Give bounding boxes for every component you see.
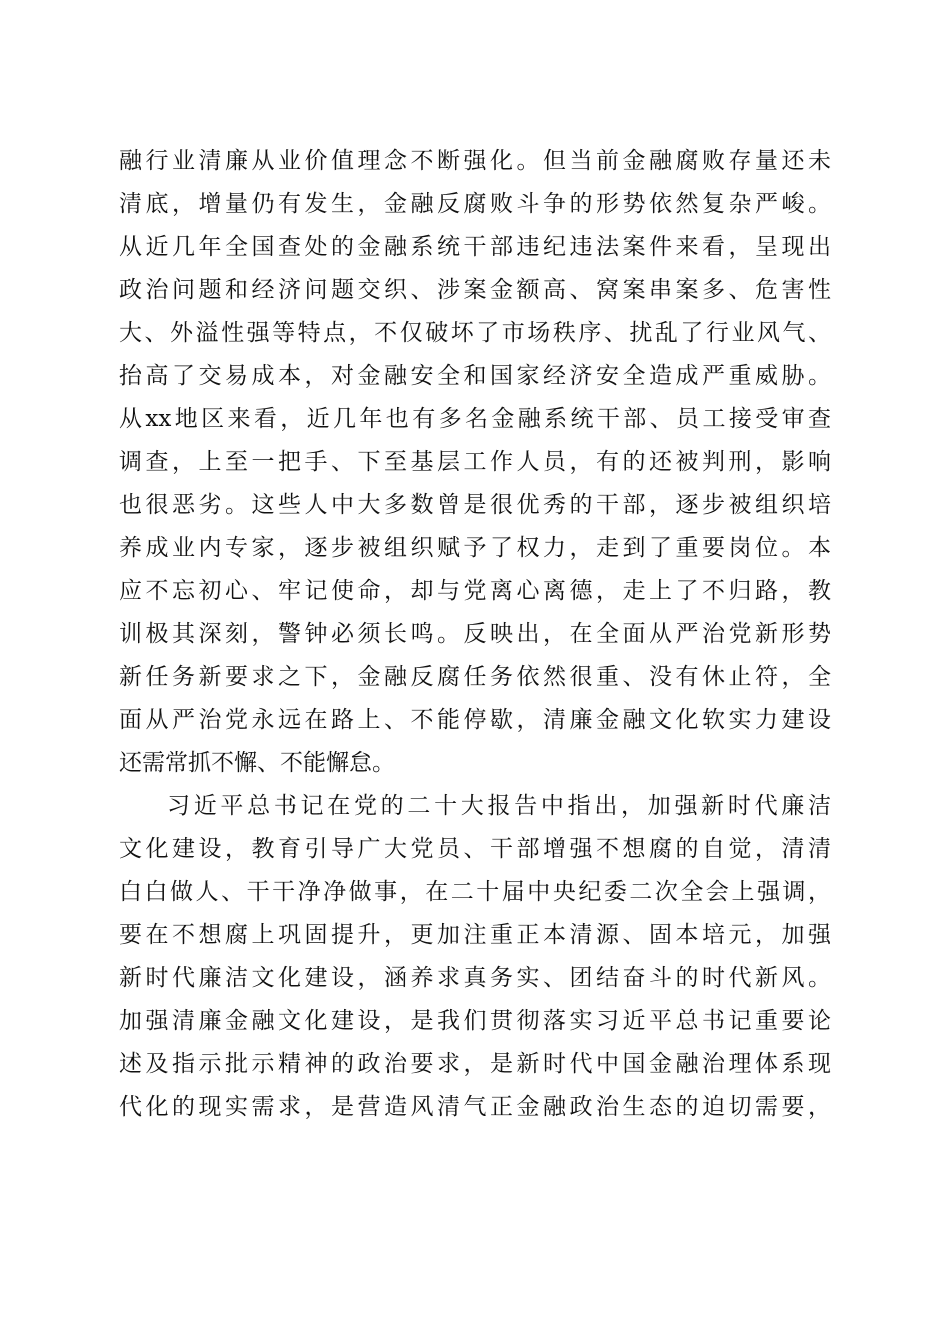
text-line: 养成业内专家，逐步被组织赋予了权力，走到了重要岗位。本 (119, 535, 831, 561)
text-line: 习近平总书记在党的二十大报告中指出，加强新时代廉洁 (167, 793, 831, 819)
text-line: 大、外溢性强等特点，不仅破坏了市场秩序、扰乱了行业风气、 (119, 320, 831, 346)
text-line: 还需常抓不懈、不能懈怠。 (119, 750, 395, 776)
text-line: 述及指示批示精神的政治要求，是新时代中国金融治理体系现 (119, 1051, 831, 1077)
paragraph-2 (119, 785, 831, 1129)
text-line: 面从严治党永远在路上、不能停歇，清廉金融文化软实力建设 (119, 707, 831, 733)
text-line: 新时代廉洁文化建设，涵养求真务实、团结奋斗的时代新风。 (119, 965, 831, 991)
text-line: 融行业清廉从业价值理念不断强化。但当前金融腐败存量还未 (119, 148, 831, 174)
text-line: 新任务新要求之下，金融反腐任务依然很重、没有休止符，全 (119, 664, 831, 690)
text-line: 应不忘初心、牢记使命，却与党离心离德，走上了不归路，教 (119, 578, 831, 604)
text-line: 从近几年全国查处的金融系统干部违纪违法案件来看，呈现出 (119, 234, 831, 260)
text-line: 清底，增量仍有发生，金融反腐败斗争的形势依然复杂严峻。 (119, 191, 831, 217)
text-line: 抬高了交易成本，对金融安全和国家经济安全造成严重威胁。 (119, 363, 831, 389)
text-line: 从xx地区来看，近几年也有多名金融系统干部、员工接受审查 (119, 406, 831, 432)
text-line: 代化的现实需求，是营造风清气正金融政治生态的迫切需要， (119, 1094, 831, 1120)
text-line: 要在不想腐上巩固提升，更加注重正本清源、固本培元，加强 (119, 922, 831, 948)
text-line: 白白做人、干干净净做事，在二十届中央纪委二次全会上强调， (119, 879, 831, 905)
text-line: 调查，上至一把手、下至基层工作人员，有的还被判刑，影响 (119, 449, 831, 475)
text-line: 加强清廉金融文化建设，是我们贯彻落实习近平总书记重要论 (119, 1008, 831, 1034)
text-line: 文化建设，教育引导广大党员、干部增强不想腐的自觉，清清 (119, 836, 831, 862)
text-line: 政治问题和经济问题交织、涉案金额高、窝案串案多、危害性 (119, 277, 831, 303)
text-line: 也很恶劣。这些人中大多数曾是很优秀的干部，逐步被组织培 (119, 492, 831, 518)
paragraph-1 (119, 140, 831, 785)
text-line: 训极其深刻，警钟必须长鸣。反映出，在全面从严治党新形势 (119, 621, 831, 647)
document-body (119, 140, 831, 1129)
